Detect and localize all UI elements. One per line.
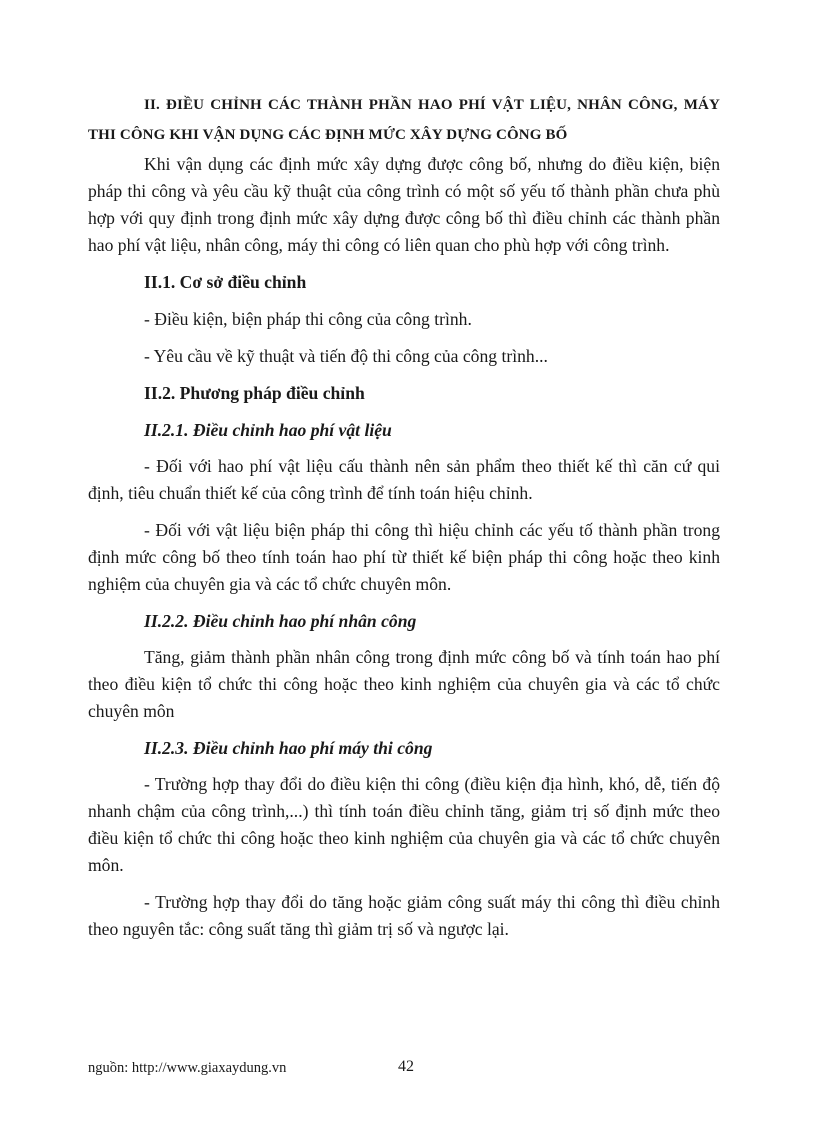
document-page <box>88 90 720 953</box>
page-number: 42 <box>398 1058 414 1075</box>
subsection-2-3-title: II.2.3. Điều chỉnh hao phí máy thi công <box>144 738 433 758</box>
subsection-2-2-title: II.2.2. Điều chỉnh hao phí nhân công <box>144 611 417 631</box>
subsection-2-2-paragraph: Tăng, giảm thành phần nhân công trong định mức công bố và tính toán hao phí theo điều kiện tổ chức thi công hoặc theo kinh nghiệm của chuyên gia và các tổ chức chuyên môn <box>88 647 720 721</box>
section-1-item: - Điều kiện, biện pháp thi công của công trình. <box>144 309 472 329</box>
section-2-title: II.2. Phương pháp điều chỉnh <box>144 383 365 403</box>
section-1-item: - Yêu cầu về kỹ thuật và tiến độ thi công của công trình... <box>144 346 548 366</box>
section-1-title: II.1. Cơ sở điều chỉnh <box>144 272 307 292</box>
intro-paragraph: Khi vận dụng các định mức xây dựng được công bố, nhưng do điều kiện, biện pháp thi công và yêu cầu kỹ thuật của công trình có một số yếu tố thành phần chưa phù hợp với quy định trong định mức xây dựng được công bố thì điều chỉnh các thành phần hao phí vật liệu, nhân công, máy thi công có liên quan cho phù hợp với công trình. <box>88 154 720 255</box>
chapter-heading: II. ĐIỀU CHỈNH CÁC THÀNH PHẦN HAO PHÍ VẬT LIỆU, NHÂN CÔNG, MÁY THI CÔNG KHI VẬN DỤNG CÁC ĐỊNH MỨC XÂY DỰNG CÔNG BỐ <box>88 97 720 143</box>
subsection-2-1-paragraph: - Đối với vật liệu biện pháp thi công thì hiệu chỉnh các yếu tố thành phần trong định mức công bố theo tính toán hao phí từ thiết kế biện pháp thi công hoặc theo kinh nghiệm của chuyên gia và các tổ chức chuyên môn. <box>88 520 720 594</box>
footer-source-link[interactable]: nguồn: http://www.giaxaydung.vn <box>88 1060 287 1076</box>
subsection-2-3-paragraph: - Trường hợp thay đổi do tăng hoặc giảm công suất máy thi công thì điều chỉnh theo nguyên tắc: công suất tăng thì giảm trị số và ngược lại. <box>88 892 720 939</box>
subsection-2-1-title: II.2.1. Điều chỉnh hao phí vật liệu <box>144 420 392 440</box>
subsection-2-3-paragraph: - Trường hợp thay đổi do điều kiện thi công (điều kiện địa hình, khó, dễ, tiến độ nhanh chậm của công trình,...) thì tính toán điều chỉnh tăng, giảm trị số định mức theo điều kiện tổ chức thi công hoặc theo kinh nghiệm của chuyên gia và các tổ chức chuyên môn. <box>88 774 720 875</box>
subsection-2-1-paragraph: - Đối với hao phí vật liệu cấu thành nên sản phẩm theo thiết kế thì căn cứ qui định, tiêu chuẩn thiết kế của công trình để tính toán hiệu chỉnh. <box>88 456 720 503</box>
